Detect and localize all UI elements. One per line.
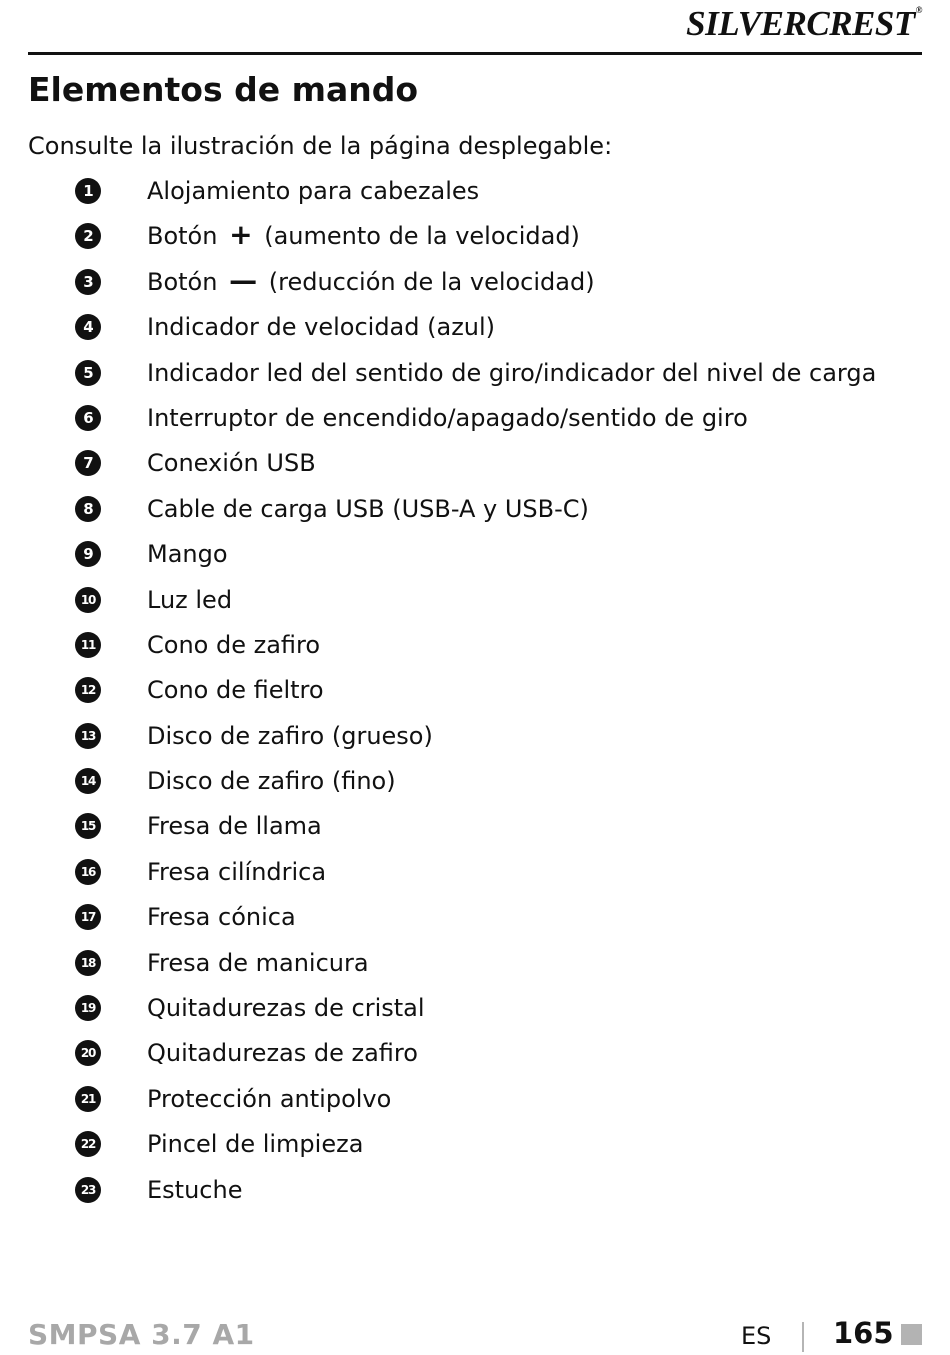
item-label: Fresa de manicura bbox=[147, 948, 369, 977]
item-number-badge: 22 bbox=[75, 1131, 101, 1157]
item-number-badge: 18 bbox=[75, 950, 101, 976]
intro-text: Consulte la ilustración de la página desplegable: bbox=[28, 132, 613, 160]
item-number-badge: 2 bbox=[75, 223, 101, 249]
list-item bbox=[0, 351, 950, 396]
list-item bbox=[0, 396, 950, 441]
item-label: Mango bbox=[147, 540, 228, 569]
plus-symbol: + bbox=[229, 218, 253, 252]
item-number-badge: 15 bbox=[75, 813, 101, 839]
minus-symbol: — bbox=[229, 263, 258, 297]
item-number-badge: 10 bbox=[75, 587, 101, 613]
list-item bbox=[0, 804, 950, 849]
item-number-badge: 11 bbox=[75, 632, 101, 658]
list-item bbox=[0, 1168, 950, 1213]
item-label: Cono de zafiro bbox=[147, 630, 321, 659]
item-label bbox=[147, 264, 595, 300]
item-number-badge: 16 bbox=[75, 859, 101, 885]
item-label: Disco de zafiro (fino) bbox=[147, 767, 396, 796]
item-number-badge: 6 bbox=[75, 405, 101, 431]
footer-divider bbox=[802, 1322, 804, 1352]
registered-mark: ® bbox=[915, 5, 922, 15]
list-item bbox=[0, 623, 950, 668]
header-rule bbox=[28, 52, 922, 55]
item-label-post: (reducción de la velocidad) bbox=[268, 267, 595, 296]
list-item bbox=[0, 487, 950, 532]
item-label: Estuche bbox=[147, 1175, 243, 1204]
item-label: Interruptor de encendido/apagado/sentido de giro bbox=[147, 403, 748, 432]
list-item bbox=[0, 1031, 950, 1076]
item-number-badge: 8 bbox=[75, 496, 101, 522]
item-label: Cable de carga USB (USB-A y USB-C) bbox=[147, 494, 589, 523]
item-label: Luz led bbox=[147, 585, 233, 614]
item-label-pre: Botón bbox=[147, 222, 218, 251]
brand-logo bbox=[686, 6, 922, 41]
footer-model: SMPSA 3.7 A1 bbox=[28, 1318, 255, 1351]
list-item bbox=[0, 1077, 950, 1122]
item-label-pre: Botón bbox=[147, 267, 218, 296]
item-number-badge: 13 bbox=[75, 723, 101, 749]
item-number-badge: 14 bbox=[75, 768, 101, 794]
item-number-badge: 23 bbox=[75, 1177, 101, 1203]
item-number-badge: 3 bbox=[75, 269, 101, 295]
list-item bbox=[0, 986, 950, 1031]
item-number-badge: 4 bbox=[75, 314, 101, 340]
list-item bbox=[0, 305, 950, 350]
item-label: Conexión USB bbox=[147, 449, 316, 478]
item-label: Cono de fieltro bbox=[147, 676, 324, 705]
brand-name: SILVERCREST bbox=[686, 4, 915, 43]
page-number: 165 bbox=[833, 1316, 894, 1350]
item-label: Disco de zafiro (grueso) bbox=[147, 721, 433, 750]
item-number-badge: 1 bbox=[75, 178, 101, 204]
list-item bbox=[0, 850, 950, 895]
item-number-badge: 21 bbox=[75, 1086, 101, 1112]
item-label: Fresa de llama bbox=[147, 812, 322, 841]
list-item bbox=[0, 441, 950, 486]
item-label: Alojamiento para cabezales bbox=[147, 177, 480, 205]
page-title: Elementos de mando bbox=[28, 70, 419, 109]
list-item bbox=[0, 260, 950, 305]
item-label: Indicador led del sentido de giro/indicador del nivel de carga bbox=[147, 358, 877, 387]
controls-list bbox=[0, 169, 950, 1213]
list-item bbox=[0, 578, 950, 623]
list-item bbox=[0, 759, 950, 804]
item-number-badge: 5 bbox=[75, 360, 101, 386]
item-number-badge: 12 bbox=[75, 677, 101, 703]
item-number-badge: 7 bbox=[75, 450, 101, 476]
footer-language: ES bbox=[741, 1322, 772, 1350]
item-number-badge: 9 bbox=[75, 541, 101, 567]
item-number-badge: 20 bbox=[75, 1040, 101, 1066]
item-number-badge: 17 bbox=[75, 904, 101, 930]
list-item bbox=[0, 668, 950, 713]
item-label: Pincel de limpieza bbox=[147, 1130, 364, 1159]
item-label: Fresa cónica bbox=[147, 903, 296, 932]
item-label bbox=[147, 218, 580, 254]
item-number-badge: 19 bbox=[75, 995, 101, 1021]
item-label: Quitadurezas de zafiro bbox=[147, 1039, 418, 1068]
footer-square-icon bbox=[901, 1324, 922, 1345]
item-label: Quitadurezas de cristal bbox=[147, 994, 425, 1023]
item-label: Fresa cilíndrica bbox=[147, 857, 327, 886]
list-item bbox=[0, 169, 950, 214]
list-item bbox=[0, 532, 950, 577]
item-label: Indicador de velocidad (azul) bbox=[147, 313, 496, 342]
item-label: Protección antipolvo bbox=[147, 1084, 392, 1113]
list-item bbox=[0, 895, 950, 940]
list-item bbox=[0, 214, 950, 259]
item-label-post: (aumento de la velocidad) bbox=[264, 222, 580, 251]
list-item bbox=[0, 941, 950, 986]
list-item bbox=[0, 1122, 950, 1167]
list-item bbox=[0, 714, 950, 759]
